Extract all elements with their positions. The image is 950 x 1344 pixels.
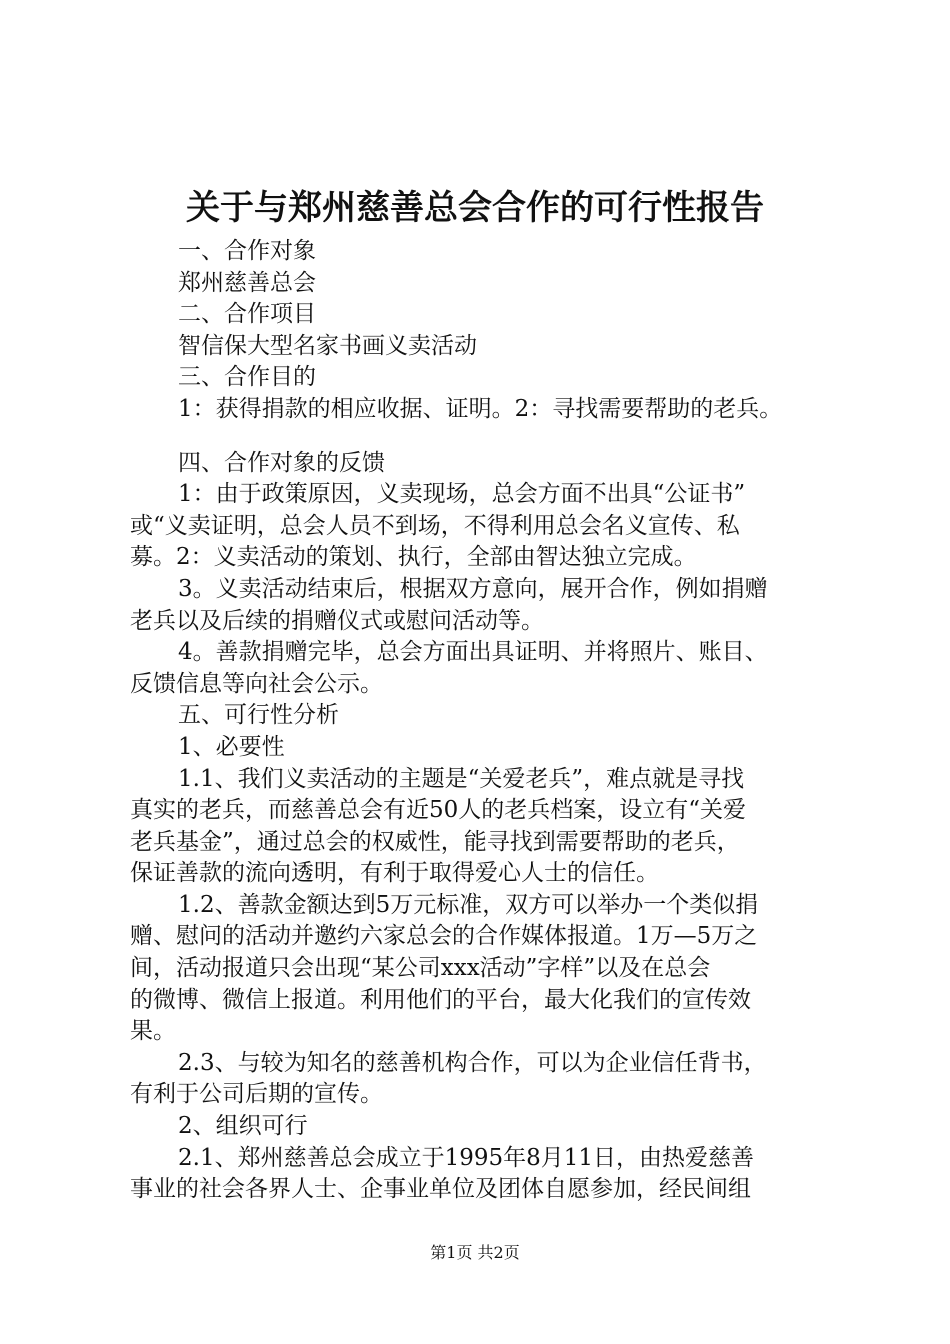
section-heading: 四、合作对象的反馈 [178,449,385,476]
paragraph-line: 3。义卖活动结束后，根据双方意向，展开合作，例如捐赠 [178,575,768,602]
paragraph-line: 1.1、我们义卖活动的主题是“关爱老兵”，难点就是寻找 [178,765,745,792]
paragraph-line: 保证善款的流向透明，有利于取得爱心人士的信任。 [130,860,659,887]
paragraph-gap [130,426,835,448]
paragraph-line: 2.3、与较为知名的慈善机构合作，可以为企业信任背书， [178,1049,767,1076]
paragraph-line: 的微博、微信上报道。利用他们的平台，最大化我们的宣传效 [130,986,751,1013]
paragraph-line: 赠、慰问的活动并邀约六家总会的合作媒体报道。1万—5万之 [130,923,758,950]
paragraph-line: 真实的老兵，而慈善总会有近50人的老兵档案，设立有“关爱 [130,797,747,824]
paragraph-line: 老兵以及后续的捐赠仪式或慰问活动等。 [130,607,544,634]
paragraph-line: 郑州慈善总会 [178,269,316,296]
paragraph-line: 果。 [130,1018,176,1045]
paragraph-line: 间，活动报道只会出现“某公司xxx活动”字样”以及在总会 [130,955,711,982]
paragraph-line: 智信保大型名家书画义卖活动 [178,332,477,359]
paragraph-line: 1.2、善款金额达到5万元标准，双方可以举办一个类似捐 [178,891,759,918]
page-footer: 第1页 共2页 [430,1243,520,1262]
paragraph-line: 事业的社会各界人士、企事业单位及团体自愿参加，经民间组 [130,1176,751,1203]
paragraph-line: 1：获得捐款的相应收据、证明。2：寻找需要帮助的老兵。 [178,395,783,422]
document-body [130,236,835,1206]
paragraph-line: 募。2：义卖活动的策划、执行，全部由智达独立完成。 [130,544,697,571]
paragraph-line: 老兵基金”，通过总会的权威性，能寻找到需要帮助的老兵， [130,828,740,855]
subsection-heading: 2、组织可行 [178,1113,308,1140]
paragraph-line: 4。善款捐赠完毕，总会方面出具证明、并将照片、账目、 [178,639,768,666]
subsection-heading: 1、必要性 [178,733,285,760]
paragraph-line: 2.1、郑州慈善总会成立于1995年8月11日，由热爱慈善 [178,1144,755,1171]
paragraph-line: 1：由于政策原因，义卖现场，总会方面不出具“公证书” [178,481,746,508]
section-heading: 一、合作对象 [178,238,316,264]
paragraph-line: 有利于公司后期的宣传。 [130,1081,383,1108]
section-heading: 五、可行性分析 [178,702,339,729]
document-title: 关于与郑州慈善总会合作的可行性报告 [186,188,764,228]
section-heading: 三、合作目的 [178,364,316,391]
section-heading: 二、合作项目 [178,301,316,328]
paragraph-line: 或“义卖证明，总会人员不到场，不得利用总会名义宣传、私 [130,512,740,539]
paragraph-line: 反馈信息等向社会公示。 [130,670,383,697]
